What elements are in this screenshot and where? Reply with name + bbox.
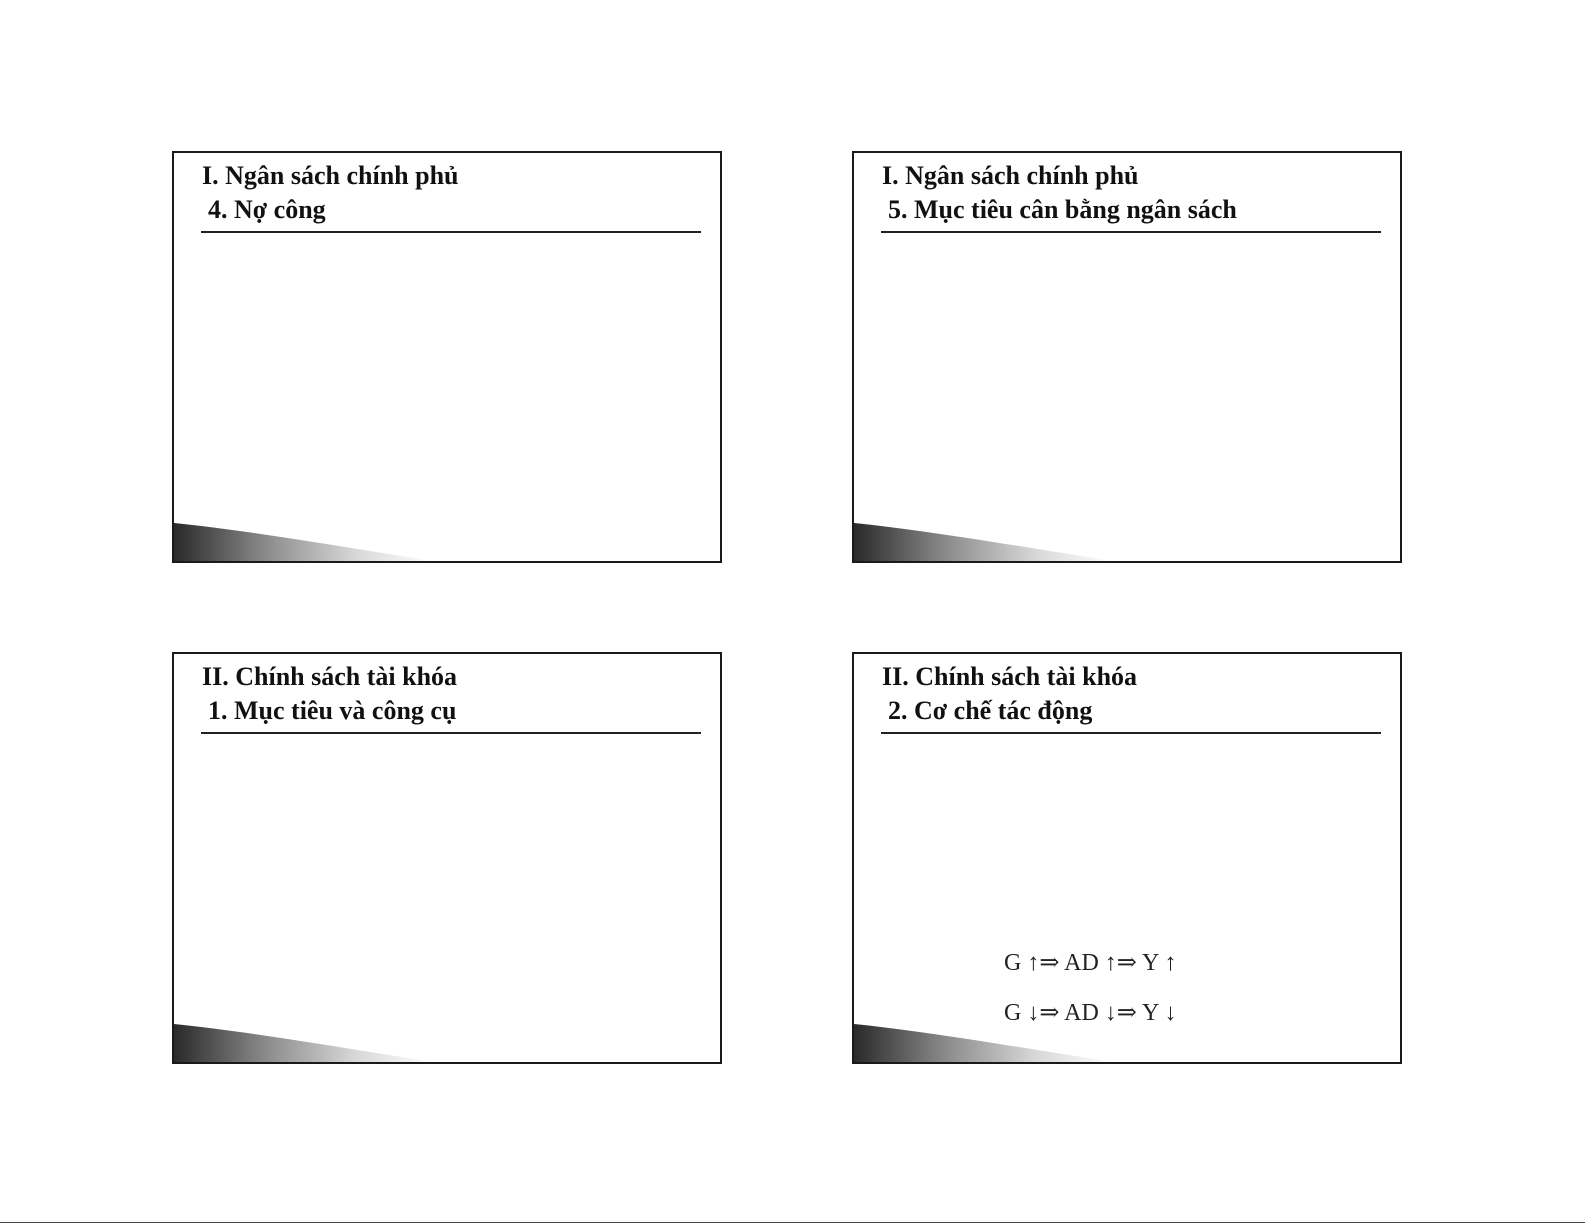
- formula-increase: G ↑⇒ AD ↑⇒ Y ↑: [1004, 950, 1177, 976]
- swoosh-decoration: [854, 521, 1154, 561]
- slide-header: [202, 660, 702, 728]
- title-divider: [201, 732, 701, 734]
- slide-subtitle: 2. Cơ chế tác động: [888, 696, 1093, 725]
- swoosh-decoration: [854, 1022, 1154, 1062]
- slide-title: I. Ngân sách chính phủ: [882, 161, 1139, 190]
- swoosh-decoration: [174, 521, 474, 561]
- slide-header: [882, 660, 1382, 728]
- slide-subtitle: 4. Nợ công: [208, 195, 326, 224]
- slide-2: [852, 151, 1402, 563]
- slide-header: [202, 159, 702, 227]
- slide-1: [172, 151, 722, 563]
- title-divider: [881, 231, 1381, 233]
- slide-subtitle: 5. Mục tiêu cân bằng ngân sách: [888, 195, 1237, 224]
- slide-title: II. Chính sách tài khóa: [202, 662, 458, 691]
- slide-title: II. Chính sách tài khóa: [882, 662, 1138, 691]
- slide-title: I. Ngân sách chính phủ: [202, 161, 459, 190]
- slide-3: [172, 652, 722, 1064]
- page-bottom-rule: [0, 1222, 1585, 1223]
- formula-decrease: G ↓⇒ AD ↓⇒ Y ↓: [1004, 1000, 1177, 1026]
- swoosh-decoration: [174, 1022, 474, 1062]
- title-divider: [881, 732, 1381, 734]
- slide-header: [882, 159, 1382, 227]
- slide-4: [852, 652, 1402, 1064]
- slide-subtitle: 1. Mục tiêu và công cụ: [208, 696, 457, 725]
- title-divider: [201, 231, 701, 233]
